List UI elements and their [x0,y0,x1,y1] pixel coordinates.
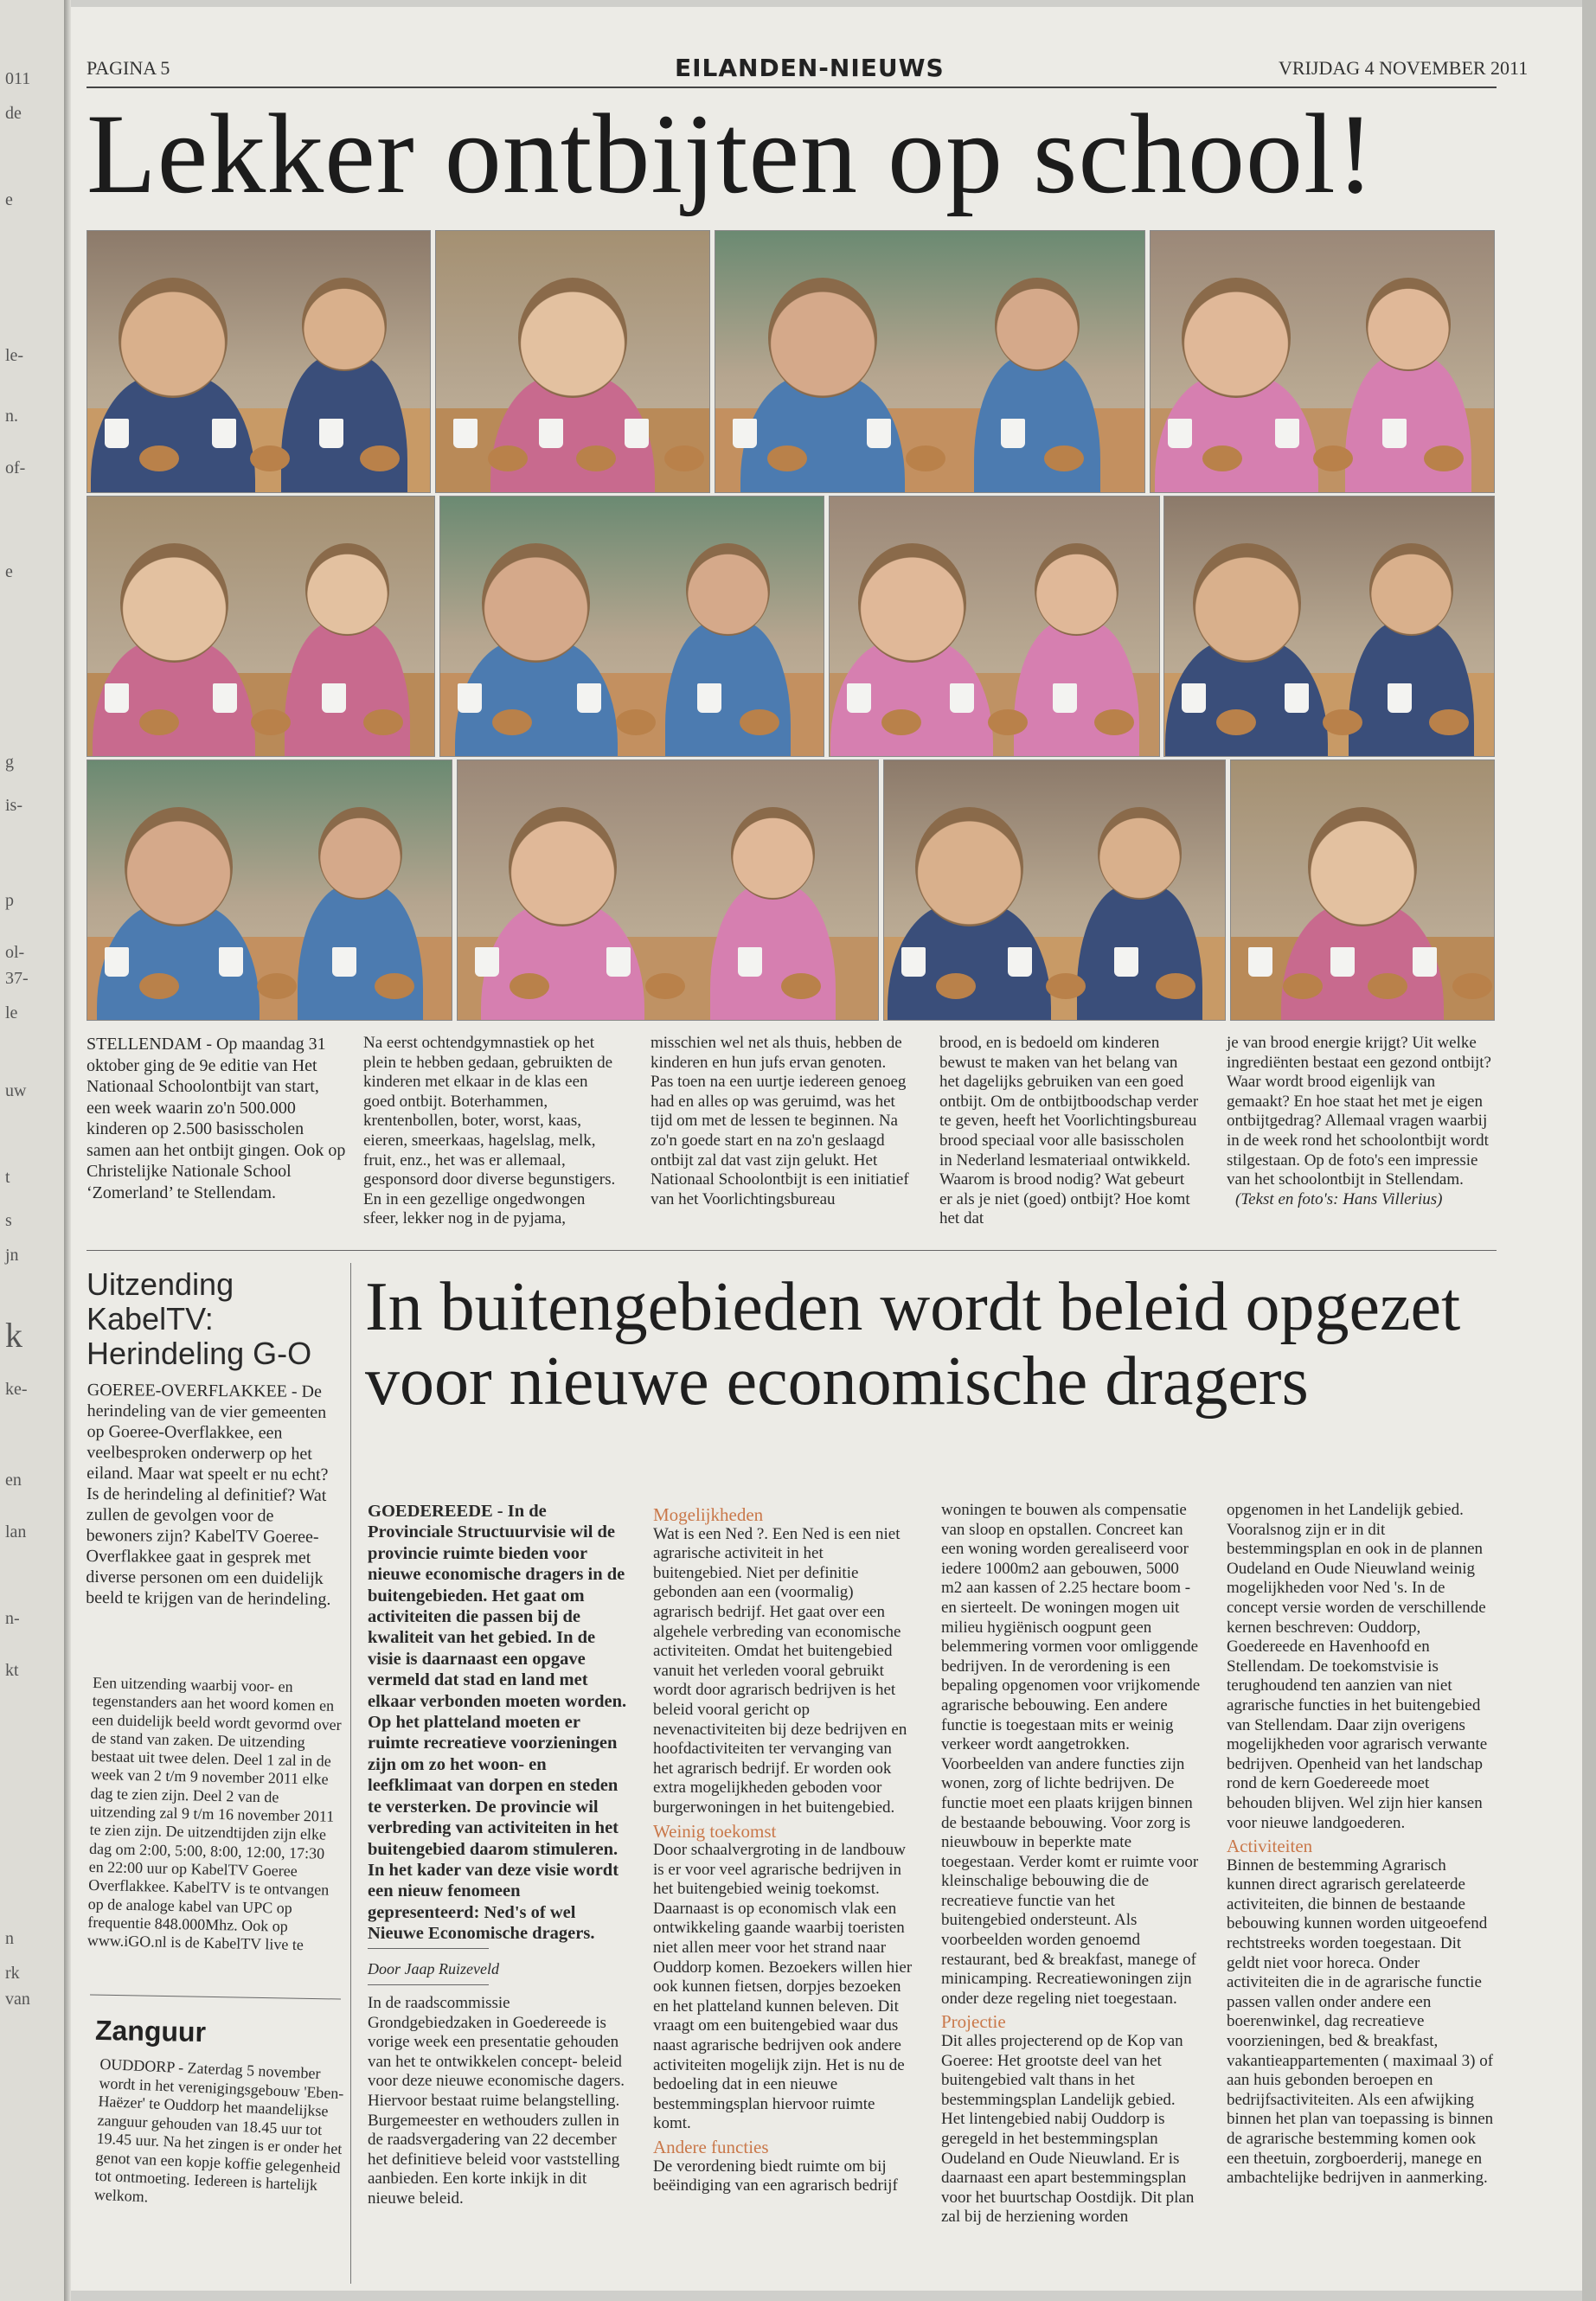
cup [847,683,871,713]
margin-fragment: n. [5,407,18,426]
bread-roll [1283,973,1323,999]
bread-roll [881,709,921,735]
paragraph: woningen te bouwen als compensatie van sloop en opstallen. Concreet kan een woning worden gerealiseerd voor iedere 1000m2 aan gebouwen, 5000 m2 aan kassen of 2.25 hectare boom - en sierteelt. De woningen mogen uit milieu hygiënisch oogpunt geen belemmering vormen voor omliggende bedrijven. In de verordening is een bepaling opgenomen voor vrijkomende agrarische bebouwing. Een andere functie is toegestaan mits er weinig verkeer wordt aangetrokken. Voorbeelden van andere functies zijn wonen, zorg of lichte bedrijven. De functie moet een plaats krijgen binnen de bestaande bebouwing. Voor zorg is nieuwbouw in beperkte mate toegestaan. Verder komt er ruimte voor kleinschalige bebouwing die de recreatieve functie van het buitengebied ondersteunt. Als voorbeelden worden genoemd restaurant, bed & breakfast, manege of minicamping. Recreatiewoningen zijn onder deze regeling niet toegestaan. [941,1501,1201,2008]
margin-fragment: jn [5,1246,19,1265]
margin-fragment: lan [5,1522,27,1541]
child-face [1308,807,1416,926]
child-face [120,543,228,663]
margin-fragment: ke- [5,1380,28,1399]
cup [219,947,243,977]
child-face [1035,543,1118,636]
child-figure [285,621,410,757]
bread-roll [363,709,403,735]
margin-fragment: 011 [5,69,31,88]
bread-roll [1202,445,1242,471]
page-gutter [64,0,71,2301]
cup [577,683,601,713]
child-figure [281,356,407,493]
cup [1168,419,1192,448]
page-edge [1582,0,1596,2301]
child-face [318,807,402,900]
cup [105,947,129,977]
newspaper-logo: EILANDEN-NIEUWS [675,54,945,82]
cup [950,683,974,713]
child-face [305,543,389,636]
cup [213,683,237,713]
article1-col-4: brood, en is bedoeld om kinderen bewust te maken van het belang van het dagelijks gebruiken van een goed ontbijt. Om de ontbijtboodschap verder te geven, heeft het Voorlichtingsbureau brood speciaal voor alle basisscholen in Nederland lesmateriaal ontwikkeld. Waarom is brood nodig? Wat gebeurt er als je niet (goed) ontbijt? Hoe komt het dat [939,1034,1199,1228]
bread-roll [488,445,528,471]
margin-fragment: g [5,753,14,772]
photo-children-breakfast [1150,230,1495,493]
child-face [125,807,233,926]
margin-fragment: de [5,104,22,123]
bread-roll [1046,973,1086,999]
article2-col-4 [1227,1501,1497,2189]
photo-credit: (Tekst en foto's: Hans Villerius) [1235,1189,1443,1208]
cup [1008,947,1032,977]
article1-col-3: misschien wel net als thuis, hebben de kinderen en hun jufs ervan genoten. Pas toen na een uurtje iedereen genoeg had en alles op was geruimd, was het tijd om met de lessen te beginnen. Na zo'n goede start en na zo'n geslaagd ontbijt zal dat vast zijn gelukt. Het Nationaal Schoolontbijt is een initiatief van het Voorlichtingsbureau [651,1034,909,1208]
margin-fragment: p [5,891,14,910]
margin-fragment: k [5,1316,22,1355]
cup [733,419,757,448]
page-number: PAGINA 5 [87,57,170,79]
cup [332,947,356,977]
sidebar-title-line: Herindeling G-O [87,1336,312,1371]
bread-roll [1429,709,1469,735]
bread-roll [257,973,297,999]
article1-col-5 [1227,1034,1497,1209]
paragraph: Binnen de bestemming Agrarisch kunnen direct agrarisch gerelateerde activiteiten, die binnen de bestaande bebouwing kunnen worden uitgeoefend rechtstreeks worden toegestaan. Dit geldt niet voor horeca. Onder activiteiten die in de agrarische functie passen vallen onder andere een boerenwinkel, dag recreatieve voorzieningen, bed & breakfast, vakantieappartementen ( maximaal 3) of aan huis gebonden beroepen en bedrijfsactiviteiten. Als een afwijking binnen het plan van toepassing is binnen de agrarische bestemming komen ook een theetuin, zorgboerderij, manege en ambachtelijke bedrijven in aanmerking. [1227,1856,1494,2188]
cup [738,947,762,977]
paragraph: Dit alles projecterend op de Kop van Goeree: Het grootste deel van het buitengebied valt thans in het bestemmingsplan Landelijk gebied. Het lintengebied nabij Ouddorp is geregeld in het bestemmingsplan Oudeland en Oude Nieuwland. Er is daarnaast een apart bestemmingsplan voor het buurtschap Oostdijk. Dit plan zal bij de herziening worden [941,2032,1195,2227]
margin-fragment: e [5,190,13,209]
cup [458,683,482,713]
cup [625,419,649,448]
subheading: Projectie [941,2011,1006,2033]
child-face [915,807,1023,926]
sidebar-intro: GOEREE-OVERFLAKKEE - De herindeling van de vier gemeenten op Goeree-Overflakkee, een veelbesproken onderwerp op het eiland. Maar wat speelt er nu echt? Is de herindeling al definitief? Wat zullen de gevolgen voor de bewoners zijn? KabelTV Goeree-Overflakkee gaat in gesprek met diverse personen om een duidelijk beeld te krijgen van de herindeling. [86,1380,331,1609]
child-figure [665,621,791,757]
sidebar-title-line: KabelTV: [87,1301,214,1336]
bread-roll [936,973,976,999]
bread-roll [740,709,779,735]
photo-children-breakfast [435,230,710,493]
paragraph: Door schaalvergroting in de landbouw is er voor veel agrarische bedrijven in het buitengebied weinig toekomst. Daarnaast is op economisch vlak een ontwikkeling gaande waarbij toeristen niet allen meer voor het strand naar Ouddorp komen. Bezoekers willen hier ook kunnen fietsen, dorpjes bezoeken en het platteland kunnen beleven. Dit vraagt om een buitengebied waar dus naast agrarische bedrijven ook andere activiteiten mogelijk zijn. Het is nu de bedoeling dat in een nieuwe bestemmingsplan hiervoor ruimte komt. [653,1841,913,2133]
child-face [731,807,815,900]
adjacent-page-strip [0,0,64,2301]
bread-roll [1424,445,1464,471]
cup [867,419,891,448]
cup [901,947,926,977]
child-face [1193,543,1301,663]
bread-roll [510,973,549,999]
subheading: Andere functies [653,2137,769,2157]
bread-roll [616,709,656,735]
photo-children-breakfast [87,760,452,1021]
cup [212,419,236,448]
zanguur-title: Zanguur [94,2014,207,2048]
article1-col-5-text: je van brood energie krijgt? Uit welke ingrediënten bestaat een gezond ontbijt? Waar wordt brood eigenlijk van gemaakt? En hoe staat het met je eigen ontbijtgedrag? Allemaal vragen waarbij in de week rond het schoolontbijt wordt stilgestaan. Op de foto's een impressie van het schoolontbijt in Stellendam. [1227,1034,1491,1189]
child-figure [974,356,1100,493]
article2-col-3 [941,1501,1201,2227]
bread-roll [360,445,400,471]
bread-roll [1313,445,1353,471]
child-face [509,807,617,926]
cup [1248,947,1272,977]
child-face [1369,543,1453,636]
bread-roll [492,709,532,735]
subheading: Activiteiten [1227,1836,1313,1857]
cup [606,947,631,977]
margin-fragment: n [5,1929,14,1948]
cup [1388,683,1412,713]
cup [105,419,129,448]
article2-lead: GOEDEREEDE - In de Provinciale Structuurvisie wil de provincie ruimte bieden voor nieuwe economische dragers in de buitengebieden. Het gaat om activiteiten die passen bij de kwaliteit van het gebied. In de visie is daarnaast een opgave vermeld dat stad en land met elkaar verbonden moeten worden. Op het platteland moeten er ruimte recreatieve voorzieningen zijn om zo het woon- en leefklimaat van dorpen en steden te versterken. De provincie wil verbreding van activiteiten in het buitengebied daarom stimuleren. In het kader van deze visie wordt een nieuw fenomeen gepresenteerd: Ned's of wel Nieuwe Economische dragers. [368,1502,627,1944]
bread-roll [139,445,179,471]
article2-col-1-rest: In de raadscommissie Grondgebiedzaken in Goedereede is vorige week een presentatie gehouden van het te ontwikkelen concept- beleid voor deze nieuwe economische dagers. Hiervoor bestaat ruime belangstelling. Burgemeester en wethouders zullen in de raadsvergadering van 22 december het definitieve beleid voor vaststelling aanbieden. Een korte inkijk in dit nieuwe beleid. [368,1994,625,2208]
byline-rule [368,1984,489,1985]
bread-roll [375,973,414,999]
child-face [302,278,387,370]
byline-rule [368,1948,489,1949]
article2-col-2 [653,1505,913,2196]
zanguur-body: OUDDORP - Zaterdag 5 november wordt in het verenigingsgebouw 'Eben-Haëzer' te Ouddorp het maandelijkse zanguur gehouden van 18.45 uur tot 19.45 uur. Na het zingen is er onder het genot van een kopje koffie gelegenheid tot ontmoeting. Iedereen is hartelijk welkom. [93,2054,344,2205]
cup [475,947,499,977]
paragraph: De verordening biedt ruimte om bij beëindiging van een agrarisch bedrijf [653,2157,898,2195]
child-face [1182,278,1291,398]
article1-col-2: Na eerst ochtendgymnastiek op het plein te hebben gedaan, gebruikten de kinderen met elkaar in de klas een goed ontbijt. Boterhammen, krentenbollen, boter, worst, kaas, eieren, smeerkaas, hagelslag, melk, fruit, enz., het was er allemaal, gesponsord door diverse begunstigers. En in een gezellige ongedwongen sfeer, lekker nog in de pyjama, [363,1034,616,1228]
child-face [518,278,627,398]
cup [1330,947,1355,977]
bread-roll [767,445,807,471]
bread-roll [988,709,1028,735]
child-figure [1345,356,1471,493]
cup [539,419,563,448]
cup [1285,683,1309,713]
margin-fragment: is- [5,796,22,815]
sidebar-body: Een uitzending waarbij voor- en tegenstanders aan het woord komen en een duidelijk beeld wordt gevormd over de stand van zaken. De uitzending bestaat uit twee delen. Deel 1 zal in de week van 2 t/m 9 november 2011 elke dag te zien zijn. Deel 2 van de uitzending zal 9 t/m 16 november 2011 te zien zijn. De uitzendtijden zijn elke dag om 2:00, 5:00, 8:00, 12:00, 17:30 en 22:00 uur op KabelTV Goeree Overflakkee. KabelTV is te ontvangen op de analoge kabel van UPC op frequentie 848.000Mhz. Ook op www.iGO.nl is de KabelTV live te [87,1673,342,1954]
margin-fragment: 37- [5,969,29,988]
cup [1182,683,1206,713]
child-figure [710,885,836,1021]
margin-fragment: s [5,1211,12,1230]
bread-roll [906,445,945,471]
sidebar-title-line: Uitzending [87,1266,234,1302]
child-face [995,278,1080,370]
photo-children-breakfast [883,760,1226,1021]
article2-byline: Door Jaap Ruizeveld [368,1960,499,1977]
cup [322,683,346,713]
bread-roll [1156,973,1195,999]
bread-roll [1323,709,1362,735]
margin-fragment: rk [5,1964,20,1983]
cup [1001,419,1025,448]
bread-roll [250,445,290,471]
margin-fragment: of- [5,458,26,478]
cup [105,683,129,713]
subheading: Weinig toekomst [653,1820,777,1842]
margin-fragment: t [5,1168,10,1187]
issue-date: VRIJDAG 4 NOVEMBER 2011 [1279,57,1529,79]
margin-fragment: van [5,1990,30,2009]
bread-roll [1094,709,1134,735]
margin-fragment: uw [5,1081,27,1100]
child-figure [298,885,423,1021]
photo-children-breakfast [439,496,824,757]
margin-fragment: e [5,562,13,581]
cup [1275,419,1299,448]
bread-roll [1216,709,1256,735]
child-face [858,543,966,663]
article2-headline: In buitengebieden wordt beleid opgezet voor nieuwe economische dragers [365,1269,1461,1420]
cup [1382,419,1407,448]
child-face [482,543,590,663]
article1-col-1: STELLENDAM - Op maandag 31 oktober ging de 9e editie van Het Nationaal Schoolontbijt van start, een week waarin zo'n 500.000 kinderen op 2.500 basisscholen samen aan het ontbijt gingen. Ook op Christelijke Nationale School ‘Zomerland’ te Stellendam. [87,1035,346,1202]
photo-children-breakfast [87,230,431,493]
bread-roll [1044,445,1084,471]
paragraph: Wat is een Ned ?. Een Ned is een niet agrarische activiteit in het buitengebied. Niet per definitie gebonden aan een (voormalig) agrarisch bedrijf. Het gaat over een algehele verbreding van economische activiteiten. Omdat het buitengebied vanuit het verleden vooral gebruikt wordt door agrarisch bedrijven is het beleid vooral gericht op nevenactiviteiten bij deze bedrijven en hoofdactiviteiten ter vervanging van het agrarisch bedrijf. Er worden ook extra mogelijkheden geboden voor burgerwoningen in het buitengebied. [653,1524,907,1817]
bread-roll [781,973,821,999]
bread-roll [664,445,704,471]
section-divider [87,1250,1497,1251]
child-face [686,543,770,636]
margin-fragment: ol- [5,943,25,962]
cup [697,683,721,713]
header-rule [87,87,1497,88]
cup [453,419,478,448]
cup [1114,947,1138,977]
sidebar-title [87,1267,311,1371]
child-face [768,278,877,398]
bread-roll [1452,973,1492,999]
bread-roll [645,973,685,999]
margin-fragment: n- [5,1609,20,1628]
margin-fragment: le- [5,346,24,365]
margin-fragment: kt [5,1661,19,1680]
cup [319,419,343,448]
photo-children-breakfast [715,230,1145,493]
child-face [119,278,228,398]
paragraph: opgenomen in het Landelijk gebied. Vooralsnog zijn er in dit bestemmingsplan en ook in de plannen Oudeland en Oude Nieuwland weinig mogelijkheden voor Ned 's. In de concept versie worden de verschillende kernen beschreven: Ouddorp, Goedereede en Havenhoofd en Stellendam. De toekomstvisie is terughoudend ten aanzien van niet agrarische functies in het buitengebied van Stellendam. Daar zijn overigens mogelijkheden voor agrarisch verwante bedrijven. Openheid van het landschap rond de kern Goedereede moet behouden blijven. Wel zijn hier kansen voor nieuwe landgoederen. [1227,1501,1488,1832]
column-divider [350,1263,351,2284]
child-figure [1077,885,1202,1021]
photo-children-breakfast [1163,496,1495,757]
photo-children-breakfast [87,496,435,757]
bread-roll [1368,973,1407,999]
cup [1413,947,1437,977]
photo-children-breakfast [829,496,1160,757]
photo-children-breakfast [1230,760,1495,1021]
bread-roll [139,973,179,999]
margin-fragment: le [5,1003,18,1022]
subheading: Mogelijkheden [653,1504,764,1525]
cup [1053,683,1077,713]
child-face [1098,807,1182,900]
margin-fragment: en [5,1471,22,1490]
main-headline: Lekker ontbijten op school! [87,90,1375,217]
photo-children-breakfast [457,760,879,1021]
bread-roll [576,445,616,471]
child-face [1366,278,1451,370]
bread-roll [139,709,179,735]
